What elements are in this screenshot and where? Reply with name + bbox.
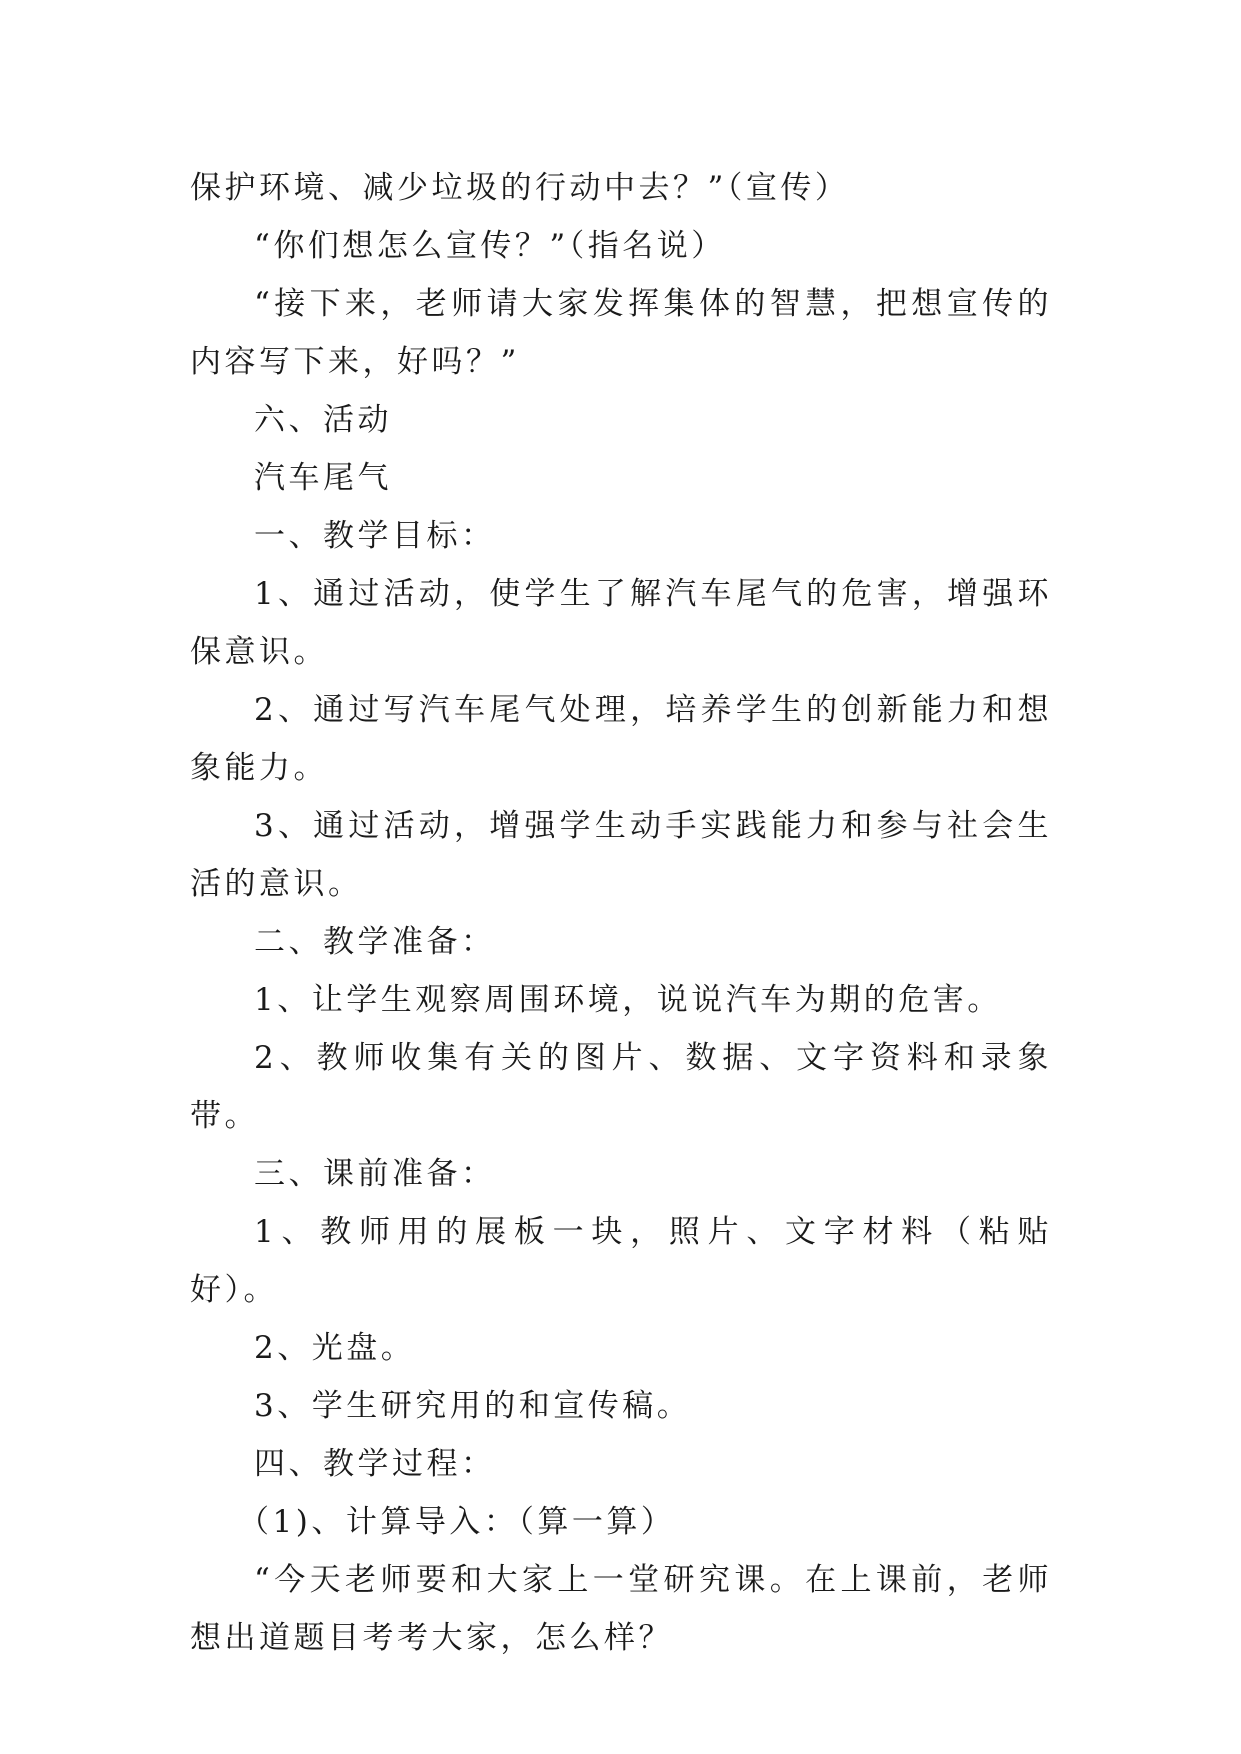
paragraph-quote-how-to-publicize: “你们想怎么宣传？”（指名说）: [254, 228, 726, 264]
paragraph-quote-research-class: “今天老师要和大家上一堂研究课。在上课前，老师想出道题目考考大家，怎么样？: [190, 1562, 1052, 1656]
heading-activity: 六、活动: [254, 402, 392, 438]
heading-pre-class-preparation: 三、课前准备：: [254, 1156, 496, 1192]
pre-class-item-1: 1、教师用的展板一块，照片、文字材料（粘贴好）。: [190, 1214, 1052, 1308]
pre-class-item-3: 3、学生研究用的和宣传稿。: [254, 1388, 692, 1424]
pre-class-item-2: 2、光盘。: [254, 1330, 416, 1366]
heading-car-exhaust: 汽车尾气: [254, 460, 392, 496]
paragraph-quote-write-content: “接下来，老师请大家发挥集体的智慧，把想宣传的内容写下来，好吗？”: [190, 286, 1052, 380]
paragraph-continuation: 保护环境、减少垃圾的行动中去？”（宣传）: [190, 170, 850, 206]
preparation-item-2: 2、教师收集有关的图片、数据、文字资料和录象带。: [190, 1040, 1052, 1134]
heading-teaching-goals: 一、教学目标：: [254, 518, 496, 554]
goal-item-2: 2、通过写汽车尾气处理，培养学生的创新能力和想象能力。: [190, 692, 1052, 786]
preparation-item-1: 1、让学生观察周围环境，说说汽车为期的危害。: [254, 982, 1002, 1018]
process-step-1: （1)、计算导入：（算一算）: [238, 1504, 676, 1540]
goal-item-1: 1、通过活动，使学生了解汽车尾气的危害，增强环保意识。: [190, 576, 1052, 670]
document-body: [190, 159, 1052, 1667]
heading-teaching-preparation: 二、教学准备：: [254, 924, 496, 960]
heading-teaching-process: 四、教学过程：: [254, 1446, 496, 1482]
goal-item-3: 3、通过活动，增强学生动手实践能力和参与社会生活的意识。: [190, 808, 1052, 902]
